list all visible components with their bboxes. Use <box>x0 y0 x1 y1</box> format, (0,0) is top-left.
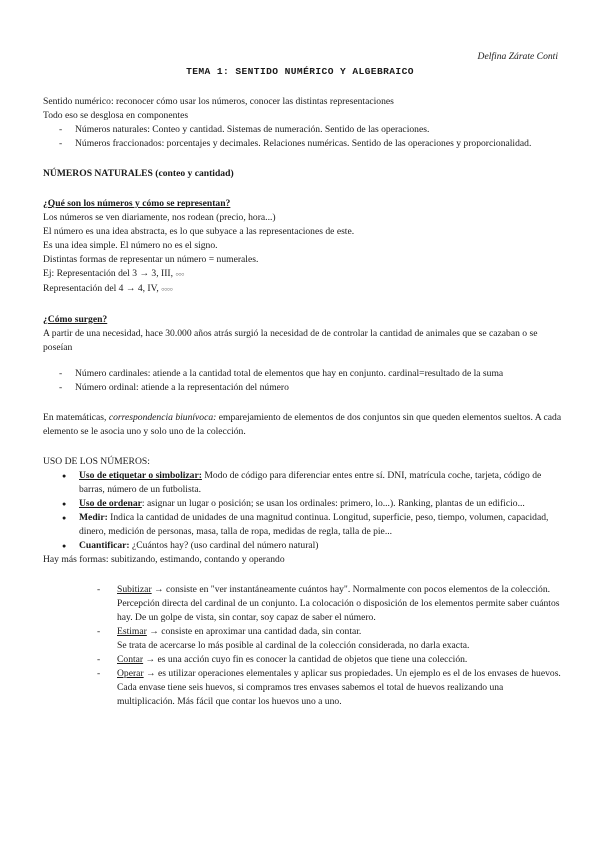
term: Uso de etiquetar o simbolizar: <box>79 470 202 481</box>
example-text: Representación del 4 → 4, IV, <box>43 283 159 294</box>
author-name: Delfina Zárate Conti <box>477 51 558 62</box>
list-item: - Números fraccionados: porcentajes y decimales. Relaciones numéricas. Sentido de las operaciones y proporcionalidad. <box>59 137 563 151</box>
section-heading-usos: USO DE LOS NÚMEROS: <box>43 456 150 467</box>
question-heading-2: ¿Cómo surgen? <box>43 314 108 325</box>
list-item <box>97 583 563 625</box>
formas-list <box>43 583 563 639</box>
term: Uso de ordenar <box>79 498 142 509</box>
paragraph: Hay más formas: subitizando, estimando, contando y operando <box>43 554 285 565</box>
text-span: emparejamiento de elementos de dos conjuntos sin que queden elementos sueltos. A cada elemento se le asocia uno y solo uno de la colección. <box>43 412 562 437</box>
intro-line-2: Todo eso se desglosa en componentes <box>43 110 189 121</box>
intro-list <box>43 123 563 151</box>
list-item <box>97 653 563 667</box>
term: Cuantificar: <box>79 540 130 551</box>
tally-marks: ○○○ <box>175 272 184 278</box>
paragraph-line: Es una idea simple. El número no es el signo. <box>43 240 218 251</box>
text-span: → es una acción cuyo fin es conocer la cantidad de objetos que tiene una colección. <box>143 654 468 665</box>
list-item <box>59 511 563 539</box>
section-heading-naturales: NÚMEROS NATURALES (conteo y cantidad) <box>43 168 234 179</box>
paragraph-line: Distintas formas de representar un número = numerales. <box>43 254 259 265</box>
paragraph-line: Los números se ven diariamente, nos rodean (precio, hora...) <box>43 212 276 223</box>
text-span: → consiste en "ver instantáneamente cuántos hay". Normalmente con pocos elementos de la colección. Percepción directa del cardinal de un conjunto. La colocación o disposición de los elementos permite saber cuántos hay. De un golpe de vista, sin contar, soy capaz de saber el número. <box>117 584 560 623</box>
term: Subitizar <box>117 584 152 595</box>
list-item <box>59 469 563 497</box>
tally-marks: ○○○○ <box>161 287 173 293</box>
text-span: → consiste en aproximar una cantidad dada, sin contar. <box>146 626 362 637</box>
text-span: : asignar un lugar o posición; se usan los ordinales: primero, lo...). Ranking, plantas de un edificio... <box>141 498 525 509</box>
term: correspondencia biunívoca: <box>108 412 217 423</box>
correspondence-paragraph <box>43 411 563 439</box>
text-span: ¿Cuántos hay? (uso cardinal del número natural) <box>129 540 319 551</box>
list-item <box>97 667 563 709</box>
term: Estimar <box>117 626 147 637</box>
estimar-note: Se trata de acercarse lo más posible al cardinal de la colección considerada, no darla exacta. <box>117 640 470 651</box>
list-item: - Números naturales: Conteo y cantidad. Sistemas de numeración. Sentido de las operaciones. <box>59 123 563 137</box>
term: Operar <box>117 668 144 679</box>
list-item <box>59 497 563 511</box>
cardinal-list <box>43 367 563 395</box>
list-item: - Número cardinales: atiende a la cantidad total de elementos que hay en conjunto. cardinal=resultado de la suma <box>59 367 563 381</box>
list-item <box>59 539 563 553</box>
question-heading-1: ¿Qué son los números y cómo se representan? <box>43 198 231 209</box>
list-item <box>97 625 563 639</box>
formas-list-2 <box>43 653 563 709</box>
term: Contar <box>117 654 144 665</box>
example-text: Ej: Representación del 3 → 3, III, <box>43 268 174 279</box>
term: Medir: <box>79 512 108 523</box>
paragraph-line: El número es una idea abstracta, es lo que subyace a las representaciones de este. <box>43 226 355 237</box>
text-span: Modo de código para diferenciar entes entre sí. DNI, matrícula coche, tarjeta, código de barras, número de un futbolista. <box>79 470 542 495</box>
paragraph: A partir de una necesidad, hace 30.000 años atrás surgió la necesidad de de controlar la cantidad de animales que se cazaban o se poseían <box>43 328 538 353</box>
text-span: → es utilizar operaciones elementales y aplicar sus propiedades. Un ejemplo es el de los envases de huevos. Cada envase tiene seis huevos, si compramos tres envases sabemos el total de huevos realizando una multiplicación. Más fácil que contar los huevos uno a uno. <box>117 668 561 707</box>
example-line-2 <box>43 282 563 297</box>
intro-line-1: Sentido numérico: reconocer cómo usar los números, conocer las distintas representaciones <box>43 96 394 107</box>
text-span: En matemáticas, <box>43 412 109 423</box>
example-line-1 <box>43 267 563 282</box>
usos-list <box>43 469 563 553</box>
document-body <box>43 95 563 709</box>
document-title: TEMA 1: SENTIDO NUMÉRICO Y ALGEBRAICO <box>186 66 414 77</box>
list-item: - Número ordinal: atiende a la representación del número <box>59 381 563 395</box>
text-span: Indica la cantidad de unidades de una magnitud continua. Longitud, superficie, peso, tiempo, volumen, capacidad, dinero, medición de personas, masa, talla de ropa, medidas de regla, talla de pie... <box>79 512 549 537</box>
